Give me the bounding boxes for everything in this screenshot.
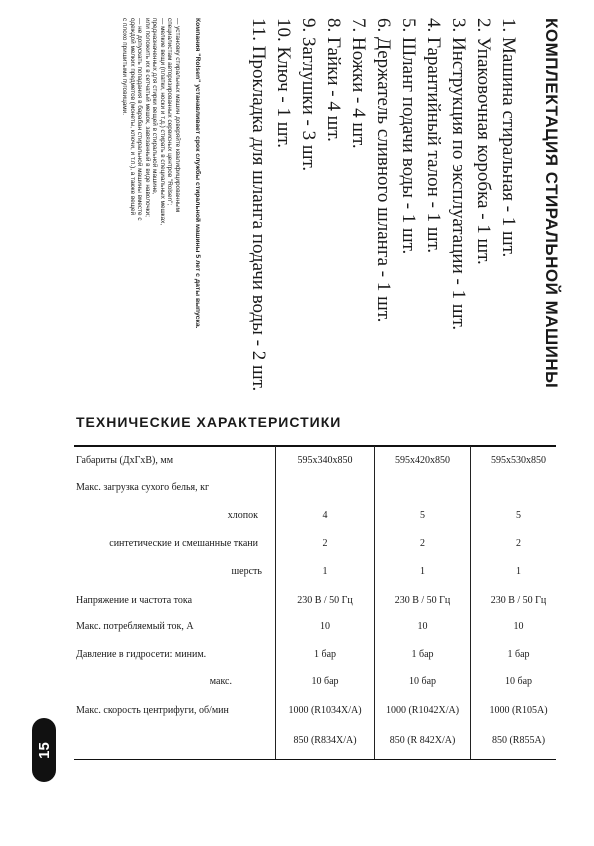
spec-label-pressure-max: макс.	[209, 676, 232, 687]
spec-value: 850 (R834X/A)	[293, 735, 357, 746]
spec-value: 1 бар	[507, 649, 530, 660]
spec-value: 2	[516, 538, 521, 549]
fine-print-line: — не допускать попадания в барабан стиральной машины вместе с	[136, 18, 144, 221]
spec-label-spin-speed: Макс. скорость центрифуги, об/мин	[76, 705, 229, 716]
kit-item: 7. Ножки - 4 шт.	[348, 18, 369, 149]
fine-print-line: специалистам авторизированных сервисных центров "Rolsen";	[166, 18, 174, 206]
spec-label-dimensions: Габариты (ДхГхВ), мм	[76, 455, 174, 466]
fine-print-line: одеждой мелких предметов (монеты, ключи, и т.п.), а также вещей	[129, 18, 136, 216]
page-number-badge	[32, 718, 56, 782]
kit-item: 2. Упаковочная коробка - 1 шт.	[473, 18, 494, 265]
specs-title: ТЕХНИЧЕСКИЕ ХАРАКТЕРИСТИКИ	[76, 414, 342, 430]
spec-value: 10 бар	[504, 676, 533, 687]
specs-top-rule	[74, 445, 556, 447]
spec-value: 850 (R855A)	[491, 735, 546, 746]
spec-value: 595x340x850	[297, 455, 353, 466]
kit-item: 1. Машина стиральная - 1 шт.	[498, 18, 519, 258]
spec-value: 10 бар	[408, 676, 437, 687]
spec-value: 1000 (R105A)	[489, 705, 548, 716]
spec-value: 10	[513, 621, 524, 632]
kit-list	[246, 18, 521, 391]
spec-value: 230 В / 50 Гц	[394, 595, 451, 606]
spec-value: 2	[420, 538, 425, 549]
spec-label-synthetic: синтетические и смешанные ткани	[109, 538, 258, 549]
spec-value: 10 бар	[311, 676, 339, 687]
kit-rotated-frame	[16, 18, 561, 392]
spec-value: 595x530x850	[491, 455, 546, 466]
fine-print-line: с плохо пришитыми пуговицами.	[121, 18, 129, 116]
spec-value: 1	[516, 566, 521, 577]
kit-item: 11. Прокладка для шланга подачи воды - 2 шт.	[248, 18, 269, 392]
spec-label-voltage: Напряжение и частота тока	[76, 595, 193, 606]
spec-value: 850 (R 842X/A)	[389, 735, 456, 746]
spec-label-cotton: хлопок	[227, 510, 258, 521]
spec-label-load: Макс. загрузка сухого белья, кг	[76, 482, 210, 493]
spec-value: 1 бар	[411, 649, 434, 660]
kit-item: 8. Гайки - 4 шт.	[323, 18, 344, 142]
spec-value: 1	[322, 566, 328, 577]
spec-value: 5	[420, 510, 425, 521]
kit-item: 6. Держатель сливного шланга - 1 шт.	[373, 18, 394, 323]
kit-item: 10. Ключ - 1 шт.	[273, 18, 294, 149]
spec-value: 2	[322, 538, 328, 549]
fine-print	[121, 18, 201, 338]
spec-value: 1 бар	[313, 649, 337, 660]
spec-value: 230 В / 50 Гц	[297, 595, 353, 606]
spec-value: 1000 (R1042X/A)	[385, 705, 460, 716]
fine-print-line: — установку стиральных машин доверяйте квалифицированным	[174, 18, 181, 213]
spec-label-wool: шерсть	[231, 566, 262, 577]
spec-value: 230 В / 50 Гц	[490, 595, 547, 606]
spec-label-pressure-min: Давление в гидросети: миним.	[76, 649, 207, 660]
spec-value: 10	[417, 621, 428, 632]
fine-print-line: или положить их в сетчатый мешок, завязанный в виде наволочки;	[144, 18, 151, 217]
spec-value: 1000 (R1034X/A)	[288, 705, 362, 716]
spec-value: 10	[320, 621, 330, 632]
kit-item: 4. Гарантийный талон - 1 шт.	[423, 18, 444, 254]
kit-section	[16, 18, 561, 392]
kit-item: 5. Шланг подачи воды - 1 шт.	[398, 18, 419, 255]
page-number: 15	[35, 741, 53, 759]
spec-value: 1	[420, 566, 425, 577]
spec-value: 5	[516, 510, 521, 521]
fine-print-line: предназначенных для стирки вещей в стиральной машине,	[151, 18, 159, 195]
kit-item: 9. Заглушки - 3 шт.	[298, 18, 319, 172]
fine-print-line: — мелкие вещи (платки, носки и т.д.) стирать в специальных мешках,	[159, 18, 166, 226]
spec-value: 4	[322, 510, 328, 521]
specs-bottom-rule	[74, 759, 556, 760]
warranty-note: Компания "Rolsen" устанавливает срок службы стиральной машины 5 лет с даты выпуска.	[194, 18, 201, 329]
kit-title: КОМПЛЕКТАЦИЯ СТИРАЛЬНОЙ МАШИНЫ	[542, 18, 561, 389]
spec-value: 595x420x850	[395, 455, 450, 466]
spec-label-current: Макс. потребляемый ток, А	[76, 621, 194, 632]
kit-item: 3. Инструкция по эксплуатации - 1 шт.	[448, 18, 469, 331]
